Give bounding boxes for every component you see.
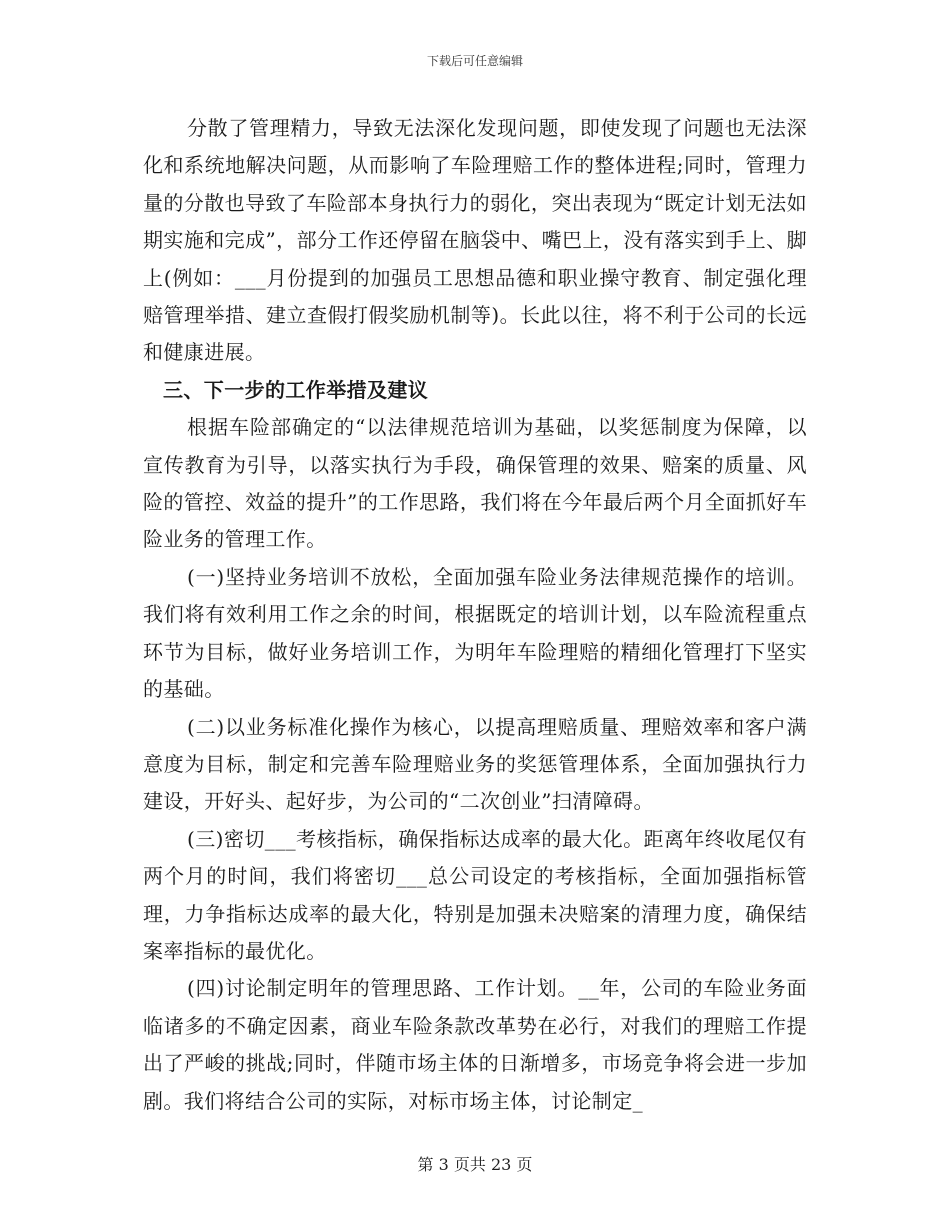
page-number-footer: 第 3 页共 23 页: [417, 1155, 533, 1174]
document-body: [143, 110, 807, 1120]
section-heading-next-steps: 三、下一步的工作举措及建议: [163, 377, 429, 402]
paragraph-item-4-planning: (四)讨论制定明年的管理思路、工作计划。__年，公司的车险业务面临诸多的不确定因素，商业车险条款改革势在必行，对我们的理赔工作提出了严峻的挑战;同时，伴随市场主体的日渐增多，市场竞争将会进一步加剧。我们将结合公司的实际，对标市场主体，讨论制定_: [143, 976, 807, 1113]
page-header: 下载后可任意编辑: [426, 54, 523, 68]
paragraph-item-2-standardization: (二)以业务标准化操作为核心，以提高理赔质量、理赔效率和客户满意度为目标，制定和完善车险理赔业务的奖惩管理体系，全面加强执行力建设，开好头、起好步，为公司的“二次创业”扫清障碍。: [143, 714, 807, 814]
paragraph-management-dispersion: 分散了管理精力，导致无法深化发现问题，即使发现了问题也无法深化和系统地解决问题，从而影响了车险理赔工作的整体进程;同时，管理力量的分散也导致了车险部本身执行力的弱化，突出表现为“既定计划无法如期实施和完成”，部分工作还停留在脑袋中、嘴巴上，没有落实到手上、脚上(例如：___月份提到的加强员工思想品德和职业操守教育、制定强化理赔管理举措、建立查假打假奖励机制等)。长此以往，将不利于公司的长远和健康进展。: [143, 116, 807, 365]
paragraph-item-3-indicators: (三)密切___考核指标，确保指标达成率的最大化。距离年终收尾仅有两个月的时间，我们将密切___总公司设定的考核指标，全面加强指标管理，力争指标达成率的最大化，特别是加强未决赔案的清理力度，确保结案率指标的最优化。: [143, 826, 807, 963]
paragraph-work-approach: 根据车险部确定的“以法律规范培训为基础，以奖惩制度为保障，以宣传教育为引导，以落实执行为手段，确保管理的效果、赔案的质量、风险的管控、效益的提升”的工作思路，我们将在今年最后两个月全面抓好车险业务的管理工作。: [143, 415, 807, 552]
paragraph-item-1-training: (一)坚持业务培训不放松，全面加强车险业务法律规范操作的培训。我们将有效利用工作之余的时间，根据既定的培训计划，以车险流程重点环节为目标，做好业务培训工作，为明年车险理赔的精细化管理打下坚实的基础。: [143, 564, 807, 702]
